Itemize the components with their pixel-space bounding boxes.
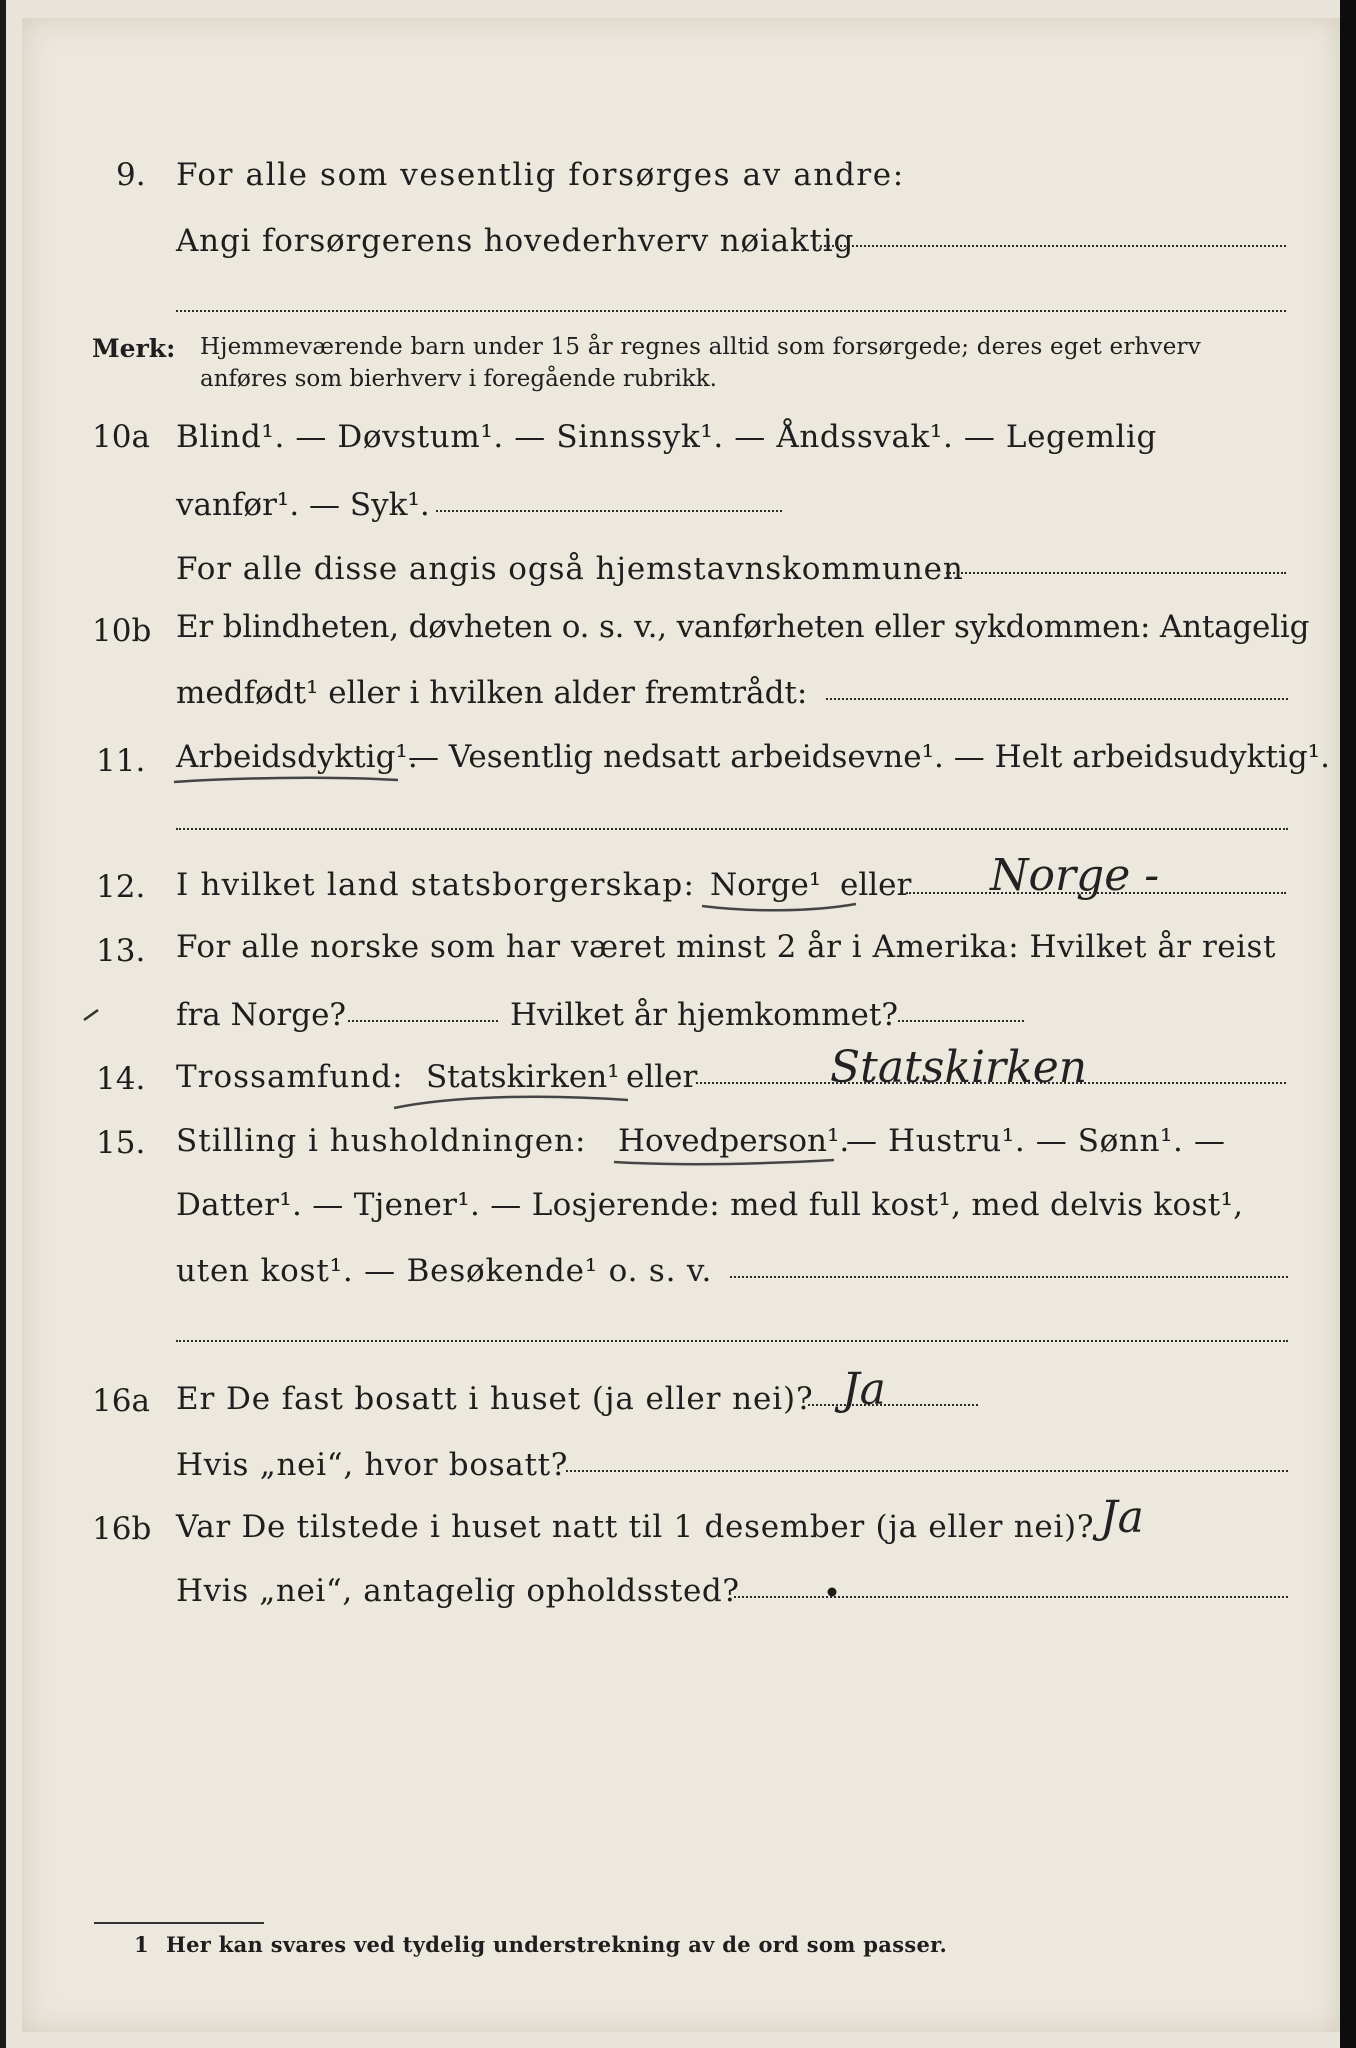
q13-hjemkommet-line[interactable] <box>898 1020 1024 1022</box>
q10a-hjemstavn-line[interactable] <box>946 572 1286 574</box>
q15-line2: Datter¹. — Tjener¹. — Losjerende: med full kost¹, med delvis kost¹, <box>176 1187 1244 1223</box>
tick-mark <box>82 1008 102 1024</box>
q10a-number: 10a <box>92 419 150 455</box>
q15-underline-mark <box>612 1154 838 1168</box>
footnote-rule <box>94 1922 264 1924</box>
q12-handwritten-answer: Norge - <box>990 850 1160 901</box>
merk-label: Merk: <box>92 334 176 363</box>
q16b-line2: Hvis „nei“, antagelig opholdssted? <box>176 1573 740 1609</box>
ink-dot <box>826 1586 838 1598</box>
q13-reist-line[interactable] <box>348 1020 498 1022</box>
q15-answer-line-2[interactable] <box>176 1340 1288 1342</box>
q9-answer-line[interactable] <box>820 245 1286 247</box>
q13-line2-hjemkommet: Hvilket år hjemkommet? <box>510 997 898 1033</box>
q12-eller: eller <box>840 867 912 903</box>
q16a-bosatt-line[interactable] <box>566 1470 1288 1472</box>
footnote-mark: 1 <box>134 1932 149 1957</box>
q15-number: 15. <box>96 1125 146 1161</box>
q12-option-norge[interactable]: Norge¹ <box>710 867 822 903</box>
merk-line1: Hjemmeværende barn under 15 år regnes alltid som forsørgede; deres eget erhverv <box>200 334 1201 360</box>
q9-number: 9. <box>116 157 146 193</box>
q16b-handwritten-answer: Ja <box>1100 1492 1144 1543</box>
q16a-line2: Hvis „nei“, hvor bosatt? <box>176 1447 569 1483</box>
q10b-line1: Er blindheten, døvheten o. s. v., vanførheten eller sykdommen: Antagelig <box>176 609 1310 645</box>
q14-underline-mark <box>392 1090 632 1114</box>
q13-number: 13. <box>96 933 146 969</box>
footnote-text: Her kan svares ved tydelig understrekning av de ord som passer. <box>166 1932 948 1957</box>
q11-line-rest: — Vesentlig nedsatt arbeidsevne¹. — Helt arbeidsudyktig¹. <box>408 739 1330 775</box>
scan-edge-right <box>1340 0 1356 2048</box>
merk-line2: anføres som bierhverv i foregående rubrikk. <box>200 366 717 392</box>
scan-edge-left <box>0 0 6 2048</box>
q14-number: 14. <box>96 1061 146 1097</box>
q9-line1: For alle som vesentlig forsørges av andre: <box>176 157 905 193</box>
q15-answer-line[interactable] <box>730 1276 1288 1278</box>
q14-question: Trossamfund: <box>176 1059 404 1095</box>
q13-line2-reist: fra Norge? <box>176 997 347 1033</box>
q15-line1-rest: — Hustru¹. — Sønn¹. — <box>846 1123 1226 1159</box>
q16b-number: 16b <box>92 1511 152 1547</box>
q11-answer-line[interactable] <box>176 828 1288 830</box>
q14-eller: eller <box>626 1059 698 1095</box>
q12-question: I hvilket land statsborgerskap: <box>176 867 696 903</box>
q16a-line1: Er De fast bosatt i huset (ja eller nei)? <box>176 1381 814 1417</box>
q14-handwritten-answer: Statskirken <box>830 1042 1088 1093</box>
q15-line1-question: Stilling i husholdningen: <box>176 1123 587 1159</box>
q10a-line3: For alle disse angis også hjemstavnskommunen <box>176 551 964 587</box>
q15-option-hovedperson[interactable]: Hovedperson¹. <box>618 1123 850 1159</box>
q16a-number: 16a <box>92 1383 150 1419</box>
q12-underline-mark <box>700 900 860 916</box>
q15-line3: uten kost¹. — Besøkende¹ o. s. v. <box>176 1253 713 1289</box>
q14-option-statskirken[interactable]: Statskirken¹ <box>426 1059 620 1095</box>
q13-line1: For alle norske som har været minst 2 år i Amerika: Hvilket år reist <box>176 929 1276 965</box>
q10b-number: 10b <box>92 613 152 649</box>
q10a-line2: vanfør¹. — Syk¹. <box>176 487 430 523</box>
q9-line2: Angi forsørgerens hovederhverv nøiaktig <box>176 223 855 259</box>
q16b-line1: Var De tilstede i huset natt til 1 desember (ja eller nei)? <box>176 1509 1095 1545</box>
q16b-opholdssted-line[interactable] <box>734 1596 1288 1598</box>
q10a-syk-line[interactable] <box>436 510 782 512</box>
q9-answer-line-2[interactable] <box>176 310 1286 312</box>
q10a-line1: Blind¹. — Døvstum¹. — Sinnssyk¹. — Åndssvak¹. — Legemlig <box>176 419 1157 455</box>
q11-option-arbeidsdyktig[interactable]: Arbeidsdyktig¹. <box>176 739 418 775</box>
q12-number: 12. <box>96 869 146 905</box>
q11-underline-mark <box>172 772 402 788</box>
q16a-answer-line[interactable] <box>808 1404 978 1406</box>
q16a-handwritten-answer: Ja <box>842 1364 886 1415</box>
q10b-line2: medfødt¹ eller i hvilken alder fremtrådt: <box>176 675 808 711</box>
q11-number: 11. <box>96 743 146 779</box>
q10b-answer-line[interactable] <box>826 698 1288 700</box>
